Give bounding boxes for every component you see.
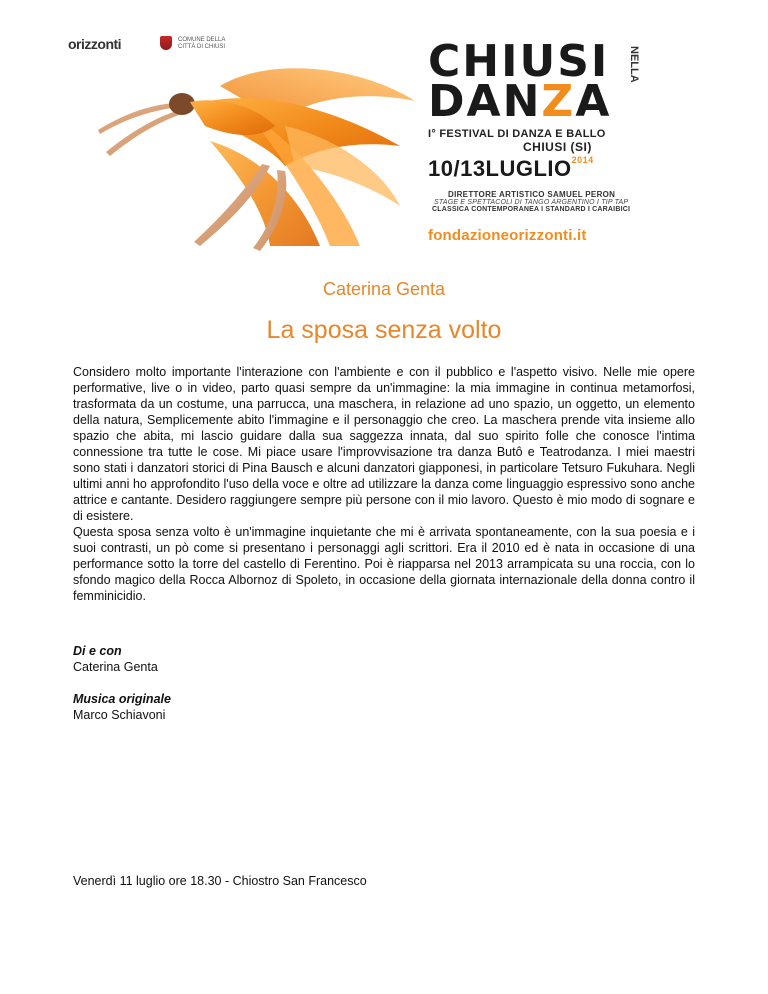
performance-title: La sposa senza volto bbox=[266, 316, 502, 344]
festival-website: fondazioneorizzonti.it bbox=[428, 227, 587, 244]
festival-stage-list: STAGE E SPETTACOLI DI TANGO ARGENTINO I TIP TAP bbox=[434, 199, 629, 206]
credit-role: Di e con bbox=[73, 644, 122, 658]
festival-location: CHIUSI (SI) bbox=[523, 140, 592, 154]
credit-person: Caterina Genta bbox=[73, 660, 158, 674]
description-paragraph: Questa sposa senza volto è un'immagine inquietante che mi è arrivata spontaneamente, con la sua poesia e i suoi contrasti, un pò come si presentano i personaggi agli scrittori. Era il 2010 ed è nata in occasione di una performance sotto la torre del castello di Ferentino. Poi è riapparsa nel 2013 arrampicata su una roccia, con lo sfondo magico della Rocca Albornoz di Spoleto, in occasione della giornata internazionale della donna contro il femminicidio. bbox=[73, 525, 695, 603]
description-paragraph: Considero molto importante l'interazione con l'ambiente e con il pubblico e l'aspetto visivo. Nelle mie opere performative, live o in video, parto quasi sempre da un'immagine: la mia immagine in continua metamorfosi, trasformata da un costume, una parrucca, una maschera, in relazione ad uno spazio, un oggetto, un elemento della natura, Semplicemente abito l'immagine e il personaggio che creo. La maschera prende vita insieme allo spazio che abita, mi lascio guidare dalla sua saggezza innata, dal suo spirito folle che conosce l'intima connessione tra tutte le cose. Mi piace usare l'improvvisazione tra danza Butô e Teatrodanza. I miei maestri sono stati i danzatori storici di Pina Bausch e alcuni danzatori giapponesi, in particolare Tetsuro Fukuhara. Negli ultimi anni ho approfondito l'uso della voce e oltre ad utilizzare la danza come linguaggio espressivo sono anche attrice e cantante. Desidero raggiungere sempre più persone con il mio lavoro. Questo è mio modo di sognare e di esistere. bbox=[73, 365, 695, 523]
festival-director: DIRETTORE ARTISTICO SAMUEL PERON bbox=[448, 190, 616, 199]
festival-title-block bbox=[428, 36, 688, 244]
credit-person: Marco Schiavoni bbox=[73, 708, 166, 722]
festival-year: 2014 bbox=[571, 155, 594, 165]
festival-dates: 10/13LUGLIO2014 bbox=[428, 155, 594, 181]
dancer-illustration bbox=[70, 46, 440, 251]
festival-title-nella: NELLA bbox=[628, 46, 640, 83]
credit-block bbox=[73, 691, 171, 723]
festival-subtitle: I° FESTIVAL DI DANZA E BALLO bbox=[428, 128, 606, 140]
festival-title: CHIUSI DANZA bbox=[428, 36, 612, 127]
crest-caption: COMUNE DELLA CITTÀ DI CHIUSI bbox=[178, 37, 226, 50]
description bbox=[73, 364, 695, 604]
orizzonti-logo: orizzonti bbox=[68, 36, 122, 52]
festival-genre-list: CLASSICA CONTEMPORANEA I STANDARD I CARAIBICI bbox=[432, 206, 631, 213]
event-datetime-location: Venerdì 11 luglio ore 18.30 - Chiostro San Francesco bbox=[73, 874, 367, 888]
credit-role: Musica originale bbox=[73, 692, 171, 706]
credit-block bbox=[73, 643, 158, 675]
festival-banner bbox=[40, 18, 692, 250]
author-name: Caterina Genta bbox=[322, 279, 446, 299]
